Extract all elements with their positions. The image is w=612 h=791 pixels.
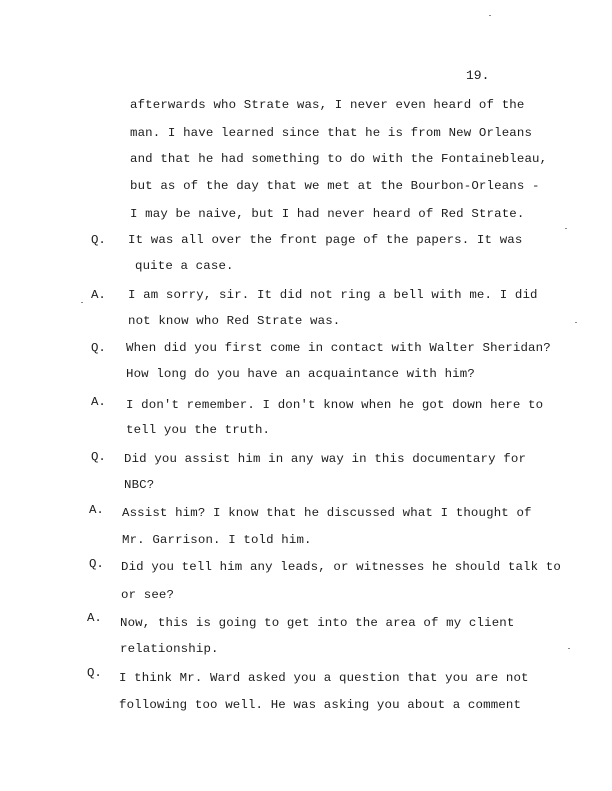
- transcript-line: Did you tell him any leads, or witnesses he should talk to: [121, 560, 561, 574]
- transcript-line: Assist him? I know that he discussed what I thought of: [122, 506, 532, 520]
- speaker-label: Q.: [91, 341, 106, 355]
- transcript-line: tell you the truth.: [126, 423, 271, 437]
- speaker-label: Q.: [89, 557, 104, 571]
- speaker-label: A.: [89, 503, 104, 517]
- scan-speck: [565, 228, 567, 229]
- transcript-line: It was all over the front page of the papers. It was: [128, 233, 523, 247]
- transcript-line: afterwards who Strate was, I never even heard of the: [130, 98, 525, 112]
- transcript-line: Did you assist him in any way in this documentary for: [124, 452, 527, 466]
- transcript-line: Mr. Garrison. I told him.: [122, 533, 312, 547]
- transcript-line: relationship.: [120, 642, 219, 656]
- transcript-line: not know who Red Strate was.: [128, 314, 341, 328]
- transcript-line: Now, this is going to get into the area of my client: [120, 616, 515, 630]
- speaker-label: Q.: [91, 450, 106, 464]
- speaker-label: A.: [91, 395, 106, 409]
- transcript-line: I think Mr. Ward asked you a question that you are not: [119, 671, 529, 685]
- speaker-label: Q.: [87, 666, 102, 680]
- speaker-label: Q.: [91, 233, 106, 247]
- transcript-line: I don't remember. I don't know when he got down here to: [126, 398, 544, 412]
- transcript-line: quite a case.: [135, 259, 234, 273]
- transcript-line: but as of the day that we met at the Bourbon-Orleans -: [130, 179, 540, 193]
- transcript-line: NBC?: [124, 478, 155, 492]
- transcript-line: man. I have learned since that he is from New Orleans: [130, 126, 533, 140]
- scan-speck: [568, 648, 570, 649]
- transcript-line: and that he had something to do with the Fontainebleau,: [130, 152, 548, 166]
- speaker-label: A.: [87, 611, 102, 625]
- page-number: 19.: [466, 68, 490, 83]
- transcript-line: or see?: [121, 588, 175, 602]
- transcript-line: When did you first come in contact with Walter Sheridan?: [126, 341, 551, 355]
- scan-speck: [489, 15, 491, 16]
- scan-speck: [81, 302, 83, 303]
- transcript-line: I am sorry, sir. It did not ring a bell with me. I did: [128, 288, 538, 302]
- speaker-label: A.: [91, 288, 106, 302]
- transcript-line: I may be naive, but I had never heard of Red Strate.: [130, 207, 525, 221]
- transcript-line: How long do you have an acquaintance with him?: [126, 367, 475, 381]
- scan-speck: [575, 322, 577, 323]
- transcript-line: following too well. He was asking you about a comment: [119, 698, 522, 712]
